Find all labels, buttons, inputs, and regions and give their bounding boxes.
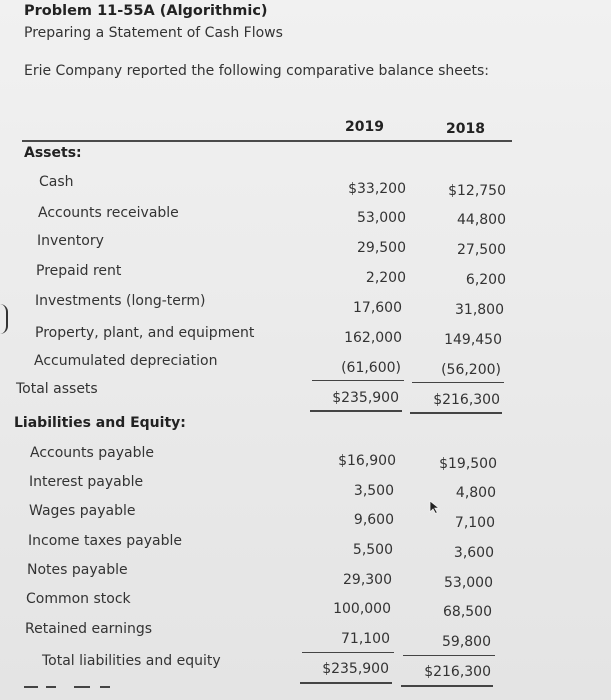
assets-heading: Assets: [24, 145, 82, 161]
liability-value-2019-accounts-payable: $16,900 [338, 453, 396, 469]
total-assets-double-rule-2018 [410, 412, 502, 414]
asset-label-ppe: Property, plant, and equipment [35, 325, 255, 341]
liability-label-accounts-payable: Accounts payable [30, 445, 154, 461]
assets-subtotal-rule-2018 [412, 382, 504, 383]
problem-intro: Erie Company reported the following comparative balance sheets: [24, 63, 490, 79]
liability-value-2018-notes-payable: 53,000 [444, 575, 493, 591]
asset-value-2018-prepaid-rent: 6,200 [465, 272, 506, 288]
total-assets-2019: $235,900 [332, 390, 399, 406]
header-rule [22, 140, 512, 142]
liability-value-2019-notes-payable: 29,300 [343, 572, 392, 588]
total-liabilities-equity-label: Total liabilities and equity [42, 653, 221, 669]
asset-label-accumulated-depreciation: Accumulated depreciation [34, 353, 218, 369]
liabilities-heading: Liabilities and Equity: [14, 415, 186, 431]
asset-label-accounts-receivable: Accounts receivable [38, 205, 179, 221]
asset-value-2018-cash: $12,750 [448, 183, 506, 199]
problem-title: Problem 11-55A (Algorithmic) [24, 3, 268, 19]
asset-value-2019-ppe: 162,000 [344, 330, 402, 346]
liability-value-2018-wages-payable: 7,100 [454, 515, 495, 531]
liability-value-2019-retained-earnings: 71,100 [341, 631, 390, 647]
page-bottom-mark [24, 686, 38, 688]
mouse-pointer-icon [429, 500, 441, 514]
liability-label-interest-payable: Interest payable [29, 474, 144, 490]
liability-value-2019-wages-payable: 9,600 [353, 512, 394, 528]
asset-value-2019-cash: $33,200 [348, 181, 406, 197]
asset-value-2018-ppe: 149,450 [444, 332, 502, 348]
liabilities-subtotal-rule-2018 [403, 655, 495, 656]
total-liabilities-equity-2018: $216,300 [424, 664, 491, 680]
problem-subtitle: Preparing a Statement of Cash Flows [24, 25, 283, 41]
liability-value-2019-income-taxes-payable: 5,500 [352, 542, 393, 558]
column-header-2018: 2018 [446, 121, 485, 137]
asset-value-2019-investments: 17,600 [353, 300, 402, 316]
asset-value-2018-accounts-receivable: 44,800 [457, 212, 506, 228]
asset-value-2018-inventory: 27,500 [457, 242, 506, 258]
total-liabilities-double-rule-2018 [401, 685, 493, 687]
total-assets-2018: $216,300 [433, 392, 500, 408]
liability-label-income-taxes-payable: Income taxes payable [28, 533, 182, 549]
liability-label-wages-payable: Wages payable [29, 503, 136, 519]
page-bottom-mark [74, 686, 90, 688]
asset-value-2019-inventory: 29,500 [357, 240, 406, 256]
liability-value-2018-interest-payable: 4,800 [455, 485, 496, 501]
total-assets-double-rule-2019 [310, 410, 402, 412]
total-liabilities-double-rule-2019 [300, 682, 392, 684]
asset-label-cash: Cash [39, 174, 74, 190]
liabilities-subtotal-rule-2019 [302, 652, 394, 653]
liability-value-2019-common-stock: 100,000 [333, 601, 391, 617]
assets-subtotal-rule-2019 [312, 380, 404, 381]
liability-label-common-stock: Common stock [26, 591, 131, 607]
asset-value-2018-accumulated-depreciation: (56,200) [441, 362, 501, 378]
asset-value-2019-accumulated-depreciation: (61,600) [341, 360, 401, 376]
asset-label-inventory: Inventory [37, 233, 104, 249]
asset-value-2019-accounts-receivable: 53,000 [357, 210, 406, 226]
page-bottom-mark [100, 686, 110, 688]
asset-value-2019-prepaid-rent: 2,200 [365, 270, 406, 286]
liability-value-2018-accounts-payable: $19,500 [439, 456, 497, 472]
liability-value-2018-retained-earnings: 59,800 [442, 634, 491, 650]
liability-value-2018-income-taxes-payable: 3,600 [453, 545, 494, 561]
asset-value-2018-investments: 31,800 [455, 302, 504, 318]
liability-label-retained-earnings: Retained earnings [25, 621, 153, 637]
liability-value-2018-common-stock: 68,500 [443, 604, 492, 620]
page-edge-bracket [0, 304, 8, 334]
total-liabilities-equity-2019: $235,900 [322, 661, 389, 677]
asset-label-investments: Investments (long-term) [35, 293, 206, 309]
column-header-2019: 2019 [345, 119, 384, 135]
asset-label-prepaid-rent: Prepaid rent [36, 263, 122, 279]
liability-value-2019-interest-payable: 3,500 [353, 483, 394, 499]
page-bottom-mark [46, 686, 56, 688]
total-assets-label: Total assets [16, 381, 98, 397]
liability-label-notes-payable: Notes payable [27, 562, 128, 578]
